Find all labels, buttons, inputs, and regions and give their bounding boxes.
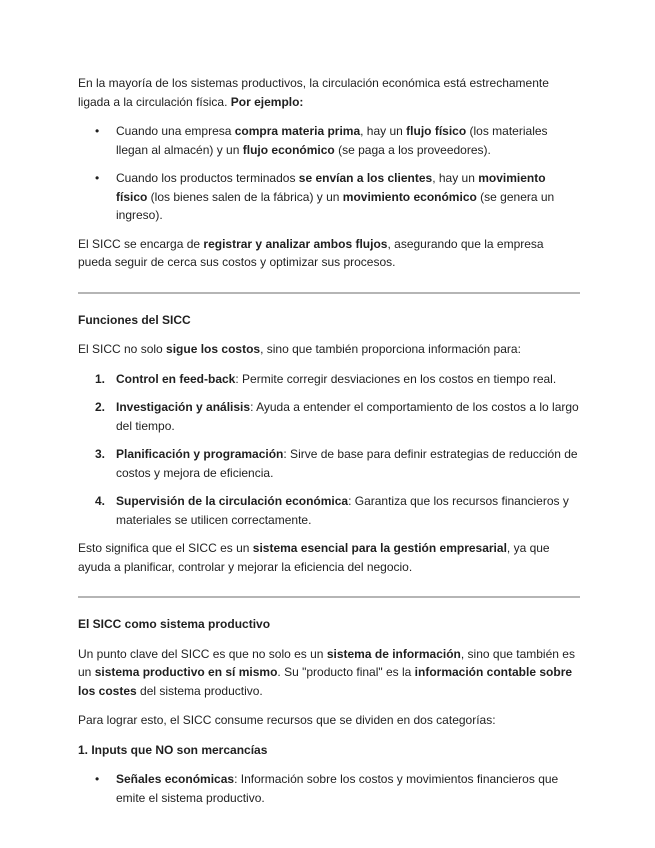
text-run: : Sirve de base para definir estrategias de reducción de costos y mejora de eficiencia. (116, 447, 578, 480)
list-item (78, 770, 580, 807)
text-run: , hay un (360, 124, 407, 138)
text-run: , hay un (432, 171, 479, 185)
list-item (78, 445, 580, 482)
text-run: . Su "producto final" es la (277, 665, 415, 679)
intro-paragraph (78, 74, 580, 111)
text-run: , sino que también es un (78, 646, 575, 679)
bullet-icon: • (95, 124, 100, 138)
horizontal-divider (78, 292, 580, 294)
bold-run: sistema esencial para la gestión empresarial (252, 541, 507, 555)
text-run: En la mayoría de los sistemas productivos, la circulación económica está estrechamente ligada a la circulación física. (78, 76, 549, 109)
list-number: 4. (95, 494, 106, 508)
section-heading-funciones: Funciones del SICC (78, 312, 191, 327)
bold-run: movimiento económico (342, 189, 477, 204)
intro-summary-paragraph (78, 235, 580, 272)
productivo-paragraph (78, 645, 580, 701)
text-run: (se genera un ingreso). (116, 189, 555, 222)
bold-run: sistema de información (326, 646, 461, 661)
bold-run: Señales económicas (116, 772, 235, 786)
inputs-bullet-list (78, 770, 580, 807)
bold-run: registrar y analizar ambos flujos (203, 236, 388, 251)
text-run: (los bienes salen de la fábrica) y un (147, 189, 343, 204)
bold-run: Investigación y análisis (116, 400, 251, 414)
list-item (78, 492, 580, 529)
horizontal-divider (78, 596, 580, 598)
list-number: 1. (95, 371, 106, 386)
bold-run: Planificación y programación (116, 447, 284, 461)
bold-run: se envían a los clientes (298, 171, 433, 185)
productivo-categories-paragraph: Para lograr esto, el SICC consume recursos que se dividen en dos categorías: (78, 713, 496, 727)
funciones-closing-paragraph (78, 539, 580, 576)
bold-run: movimiento físico (116, 171, 546, 204)
funciones-numbered-list (78, 370, 580, 530)
bold-run: Control en feed-back (116, 371, 236, 386)
bold-run: Por ejemplo: (230, 94, 304, 109)
text-run: Cuando una empresa (116, 124, 235, 138)
text-run: Esto significa que el SICC es un (78, 541, 253, 555)
bold-run: flujo económico (242, 142, 335, 157)
bold-run: sigue los costos (166, 342, 261, 356)
text-run: : Información sobre los costos y movimientos financieros que emite el sistema productivo. (116, 772, 559, 805)
list-item (78, 122, 580, 159)
bold-run: información contable sobre los costes (78, 665, 573, 698)
intro-bullet-list (78, 122, 580, 225)
bullet-icon: • (95, 171, 100, 185)
text-run: Un punto clave del SICC es que no solo es un (78, 646, 327, 661)
text-run: : Permite corregir desviaciones en los costos en tiempo real. (235, 371, 557, 386)
text-run: El SICC se encarga de (78, 236, 204, 251)
document-page (78, 74, 580, 817)
text-run: : Ayuda a entender el comportamiento de los costos a lo largo del tiempo. (116, 400, 579, 433)
text-run: del sistema productivo. (136, 683, 263, 698)
text-run: El SICC no solo (78, 342, 167, 356)
bold-run: sistema productivo en sí mismo (94, 665, 278, 679)
subheading-inputs: 1. Inputs que NO son mercancías (78, 742, 268, 757)
text-run: Cuando los productos terminados (116, 171, 299, 185)
list-number: 3. (95, 447, 106, 461)
funciones-lead-paragraph (78, 340, 580, 359)
text-run: , ya que ayuda a planificar, controlar y mejorar la eficiencia del negocio. (78, 541, 550, 574)
text-run: , asegurando que la empresa pueda seguir de cerca sus costos y optimizar sus procesos. (78, 236, 544, 269)
list-item (78, 370, 580, 389)
text-run: (se paga a los proveedores). (334, 142, 491, 157)
list-number: 2. (95, 400, 106, 414)
bold-run: flujo físico (406, 124, 467, 138)
section-heading-productivo: El SICC como sistema productivo (78, 617, 271, 631)
bold-run: compra materia prima (234, 124, 361, 138)
text-run: : Garantiza que los recursos financieros y materiales se utilicen correctamente. (116, 494, 569, 527)
text-run: , sino que también proporciona información para: (260, 342, 521, 356)
list-item (78, 169, 580, 225)
text-run: (los materiales llegan al almacén) y un (116, 124, 548, 157)
bold-run: Supervisión de la circulación económica (116, 494, 349, 508)
bullet-icon: • (95, 772, 100, 786)
list-item (78, 398, 580, 435)
